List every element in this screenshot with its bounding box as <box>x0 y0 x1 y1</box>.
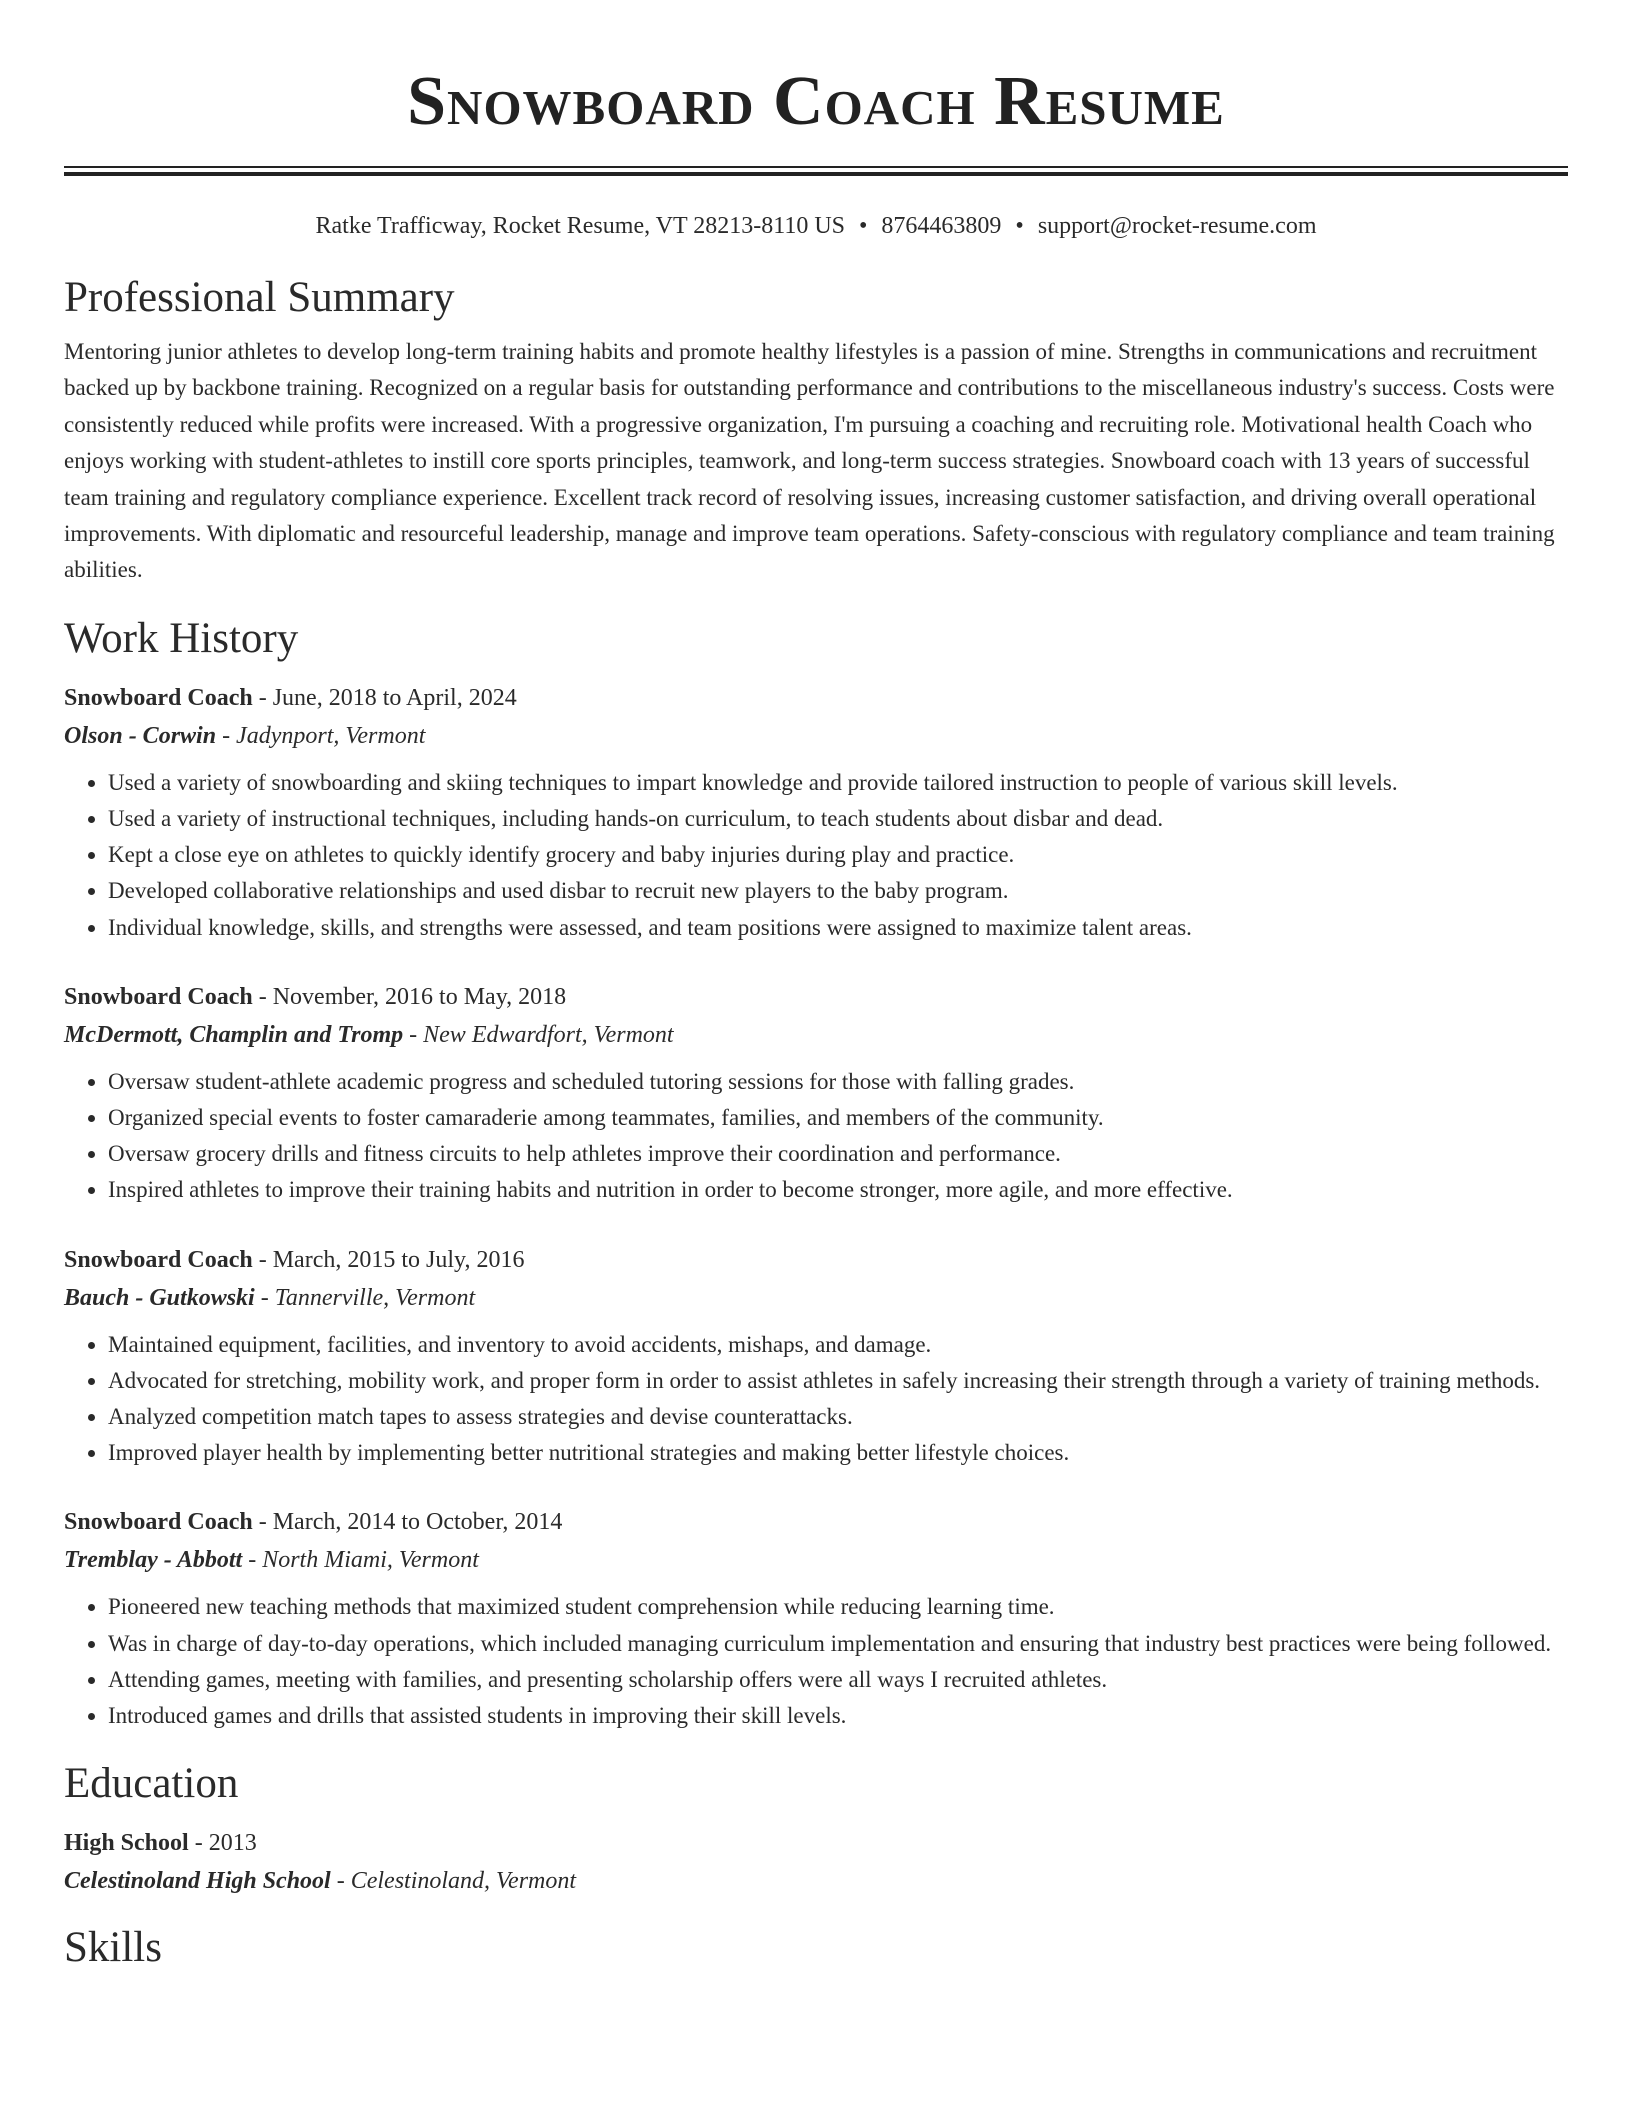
contact-phone: 8764463809 <box>881 213 1002 239</box>
job-entry <box>64 978 1568 1209</box>
job-duty: • Developed collaborative relationships and used disbar to recruit new players to the baby program. <box>108 873 1568 909</box>
job-duty: • Oversaw grocery drills and fitness circuits to help athletes improve their coordination and performance. <box>108 1136 1568 1172</box>
job-entry <box>64 679 1568 946</box>
job-dates: - March, 2015 to July, 2016 <box>252 1246 525 1273</box>
contact-info <box>64 210 1568 242</box>
job-duties <box>64 765 1568 946</box>
job-duty: • Oversaw student-athlete academic progress and scheduled tutoring sessions for those with falling grades. <box>108 1064 1568 1100</box>
job-dates: - June, 2018 to April, 2024 <box>252 684 517 711</box>
job-location: - Jadynport, Vermont <box>216 722 426 749</box>
job-duty: • Organized special events to foster camaraderie among teammates, families, and members of the community. <box>108 1100 1568 1136</box>
title-divider <box>64 166 1568 176</box>
contact-separator: • <box>859 213 868 239</box>
job-duty: • Improved player health by implementing better nutritional strategies and making better lifestyle choices. <box>108 1435 1568 1471</box>
job-duty: • Analyzed competition match tapes to assess strategies and devise counterattacks. <box>108 1399 1568 1435</box>
job-duties <box>64 1327 1568 1472</box>
job-company-line <box>64 1541 1568 1579</box>
school-name: Celestinoland High School <box>64 1868 331 1895</box>
school-location: - Celestinoland, Vermont <box>330 1868 577 1895</box>
contact-email: support@rocket-resume.com <box>1037 213 1317 239</box>
job-company-line <box>64 717 1568 755</box>
job-duty: • Was in charge of day-to-day operations, which included managing curriculum implementation and ensuring that industry best practices were being followed. <box>108 1626 1568 1662</box>
job-title-line <box>64 1503 1568 1541</box>
job-entry <box>64 1503 1568 1734</box>
contact-address: Ratke Trafficway, Rocket Resume, VT 28213-8110 US <box>315 213 845 239</box>
job-location: - Tannerville, Vermont <box>254 1284 476 1311</box>
job-location: - New Edwardfort, Vermont <box>403 1021 674 1048</box>
resume-title: Snowboard Coach Resume <box>407 63 1225 140</box>
job-title: Snowboard Coach <box>64 1509 253 1536</box>
job-duty: • Pioneered new teaching methods that maximized student comprehension while reducing learning time. <box>108 1589 1568 1625</box>
job-company-line <box>64 1279 1568 1317</box>
education-entry <box>64 1824 1568 1900</box>
job-duties <box>64 1064 1568 1209</box>
work-history-heading: Work History <box>64 614 299 662</box>
graduation-year: - 2013 <box>188 1830 257 1857</box>
job-duty: • Individual knowledge, skills, and strengths were assessed, and team positions were assigned to maximize talent areas. <box>108 910 1568 946</box>
summary-heading: Professional Summary <box>64 274 455 321</box>
education-heading: Education <box>64 1760 239 1808</box>
job-title-line <box>64 679 1568 717</box>
job-location: - North Miami, Vermont <box>242 1547 479 1574</box>
job-company-line <box>64 1016 1568 1054</box>
summary-text: Mentoring junior athletes to develop long-term training habits and promote healthy lifestyles is a passion of mine. Strengths in communications and recruitment backed up by backbone training. Recognized on a regular basis for outstanding performance and contributions to the miscellaneous industry's success. Costs were consistently reduced while profits were increased. With a progressive organization, I'm pursuing a coaching and recruiting role. Motivational health Coach who enjoys working with student-athletes to instill core sports principles, teamwork, and long-term success strategies. Snowboard coach with 13 years of successful team training and regulatory compliance experience. Excellent track record of resolving issues, increasing customer satisfaction, and driving overall operational improvements. With diplomatic and resourceful leadership, manage and improve team operations. Safety-conscious with regulatory compliance and team training abilities. <box>64 339 1555 583</box>
job-duty: • Maintained equipment, facilities, and inventory to avoid accidents, mishaps, and damage. <box>108 1327 1568 1363</box>
degree-line <box>64 1824 1568 1862</box>
job-company: Olson - Corwin <box>64 722 217 749</box>
degree: High School <box>64 1830 189 1857</box>
job-company: Bauch - Gutkowski <box>64 1284 255 1311</box>
job-title: Snowboard Coach <box>64 1246 253 1273</box>
job-dates: - March, 2014 to October, 2014 <box>252 1509 563 1536</box>
job-duties <box>64 1589 1568 1734</box>
job-duty: • Introduced games and drills that assisted students in improving their skill levels. <box>108 1698 1568 1734</box>
job-duty: • Inspired athletes to improve their training habits and nutrition in order to become stronger, more agile, and more effective. <box>108 1172 1568 1208</box>
job-title-line <box>64 1241 1568 1279</box>
contact-separator: • <box>1015 213 1024 239</box>
job-duty: • Advocated for stretching, mobility work, and proper form in order to assist athletes in safely increasing their strength through a variety of training methods. <box>108 1363 1568 1399</box>
resume-page <box>64 0 1568 1976</box>
job-title: Snowboard Coach <box>64 684 253 711</box>
job-duty: • Used a variety of instructional techniques, including hands-on curriculum, to teach students about disbar and dead. <box>108 801 1568 837</box>
job-title: Snowboard Coach <box>64 983 253 1010</box>
job-company: Tremblay - Abbott <box>64 1547 243 1574</box>
school-line <box>64 1862 1568 1900</box>
job-duty: • Used a variety of snowboarding and skiing techniques to impart knowledge and provide tailored instruction to people of various skill levels. <box>108 765 1568 801</box>
job-entry <box>64 1241 1568 1472</box>
job-company: McDermott, Champlin and Tromp <box>64 1021 404 1048</box>
job-duty: • Attending games, meeting with families, and presenting scholarship offers were all ways I recruited athletes. <box>108 1662 1568 1698</box>
job-title-line <box>64 978 1568 1016</box>
skills-heading: Skills <box>64 1924 162 1972</box>
job-dates: - November, 2016 to May, 2018 <box>252 983 567 1010</box>
job-duty: • Kept a close eye on athletes to quickly identify grocery and baby injuries during play and practice. <box>108 837 1568 873</box>
